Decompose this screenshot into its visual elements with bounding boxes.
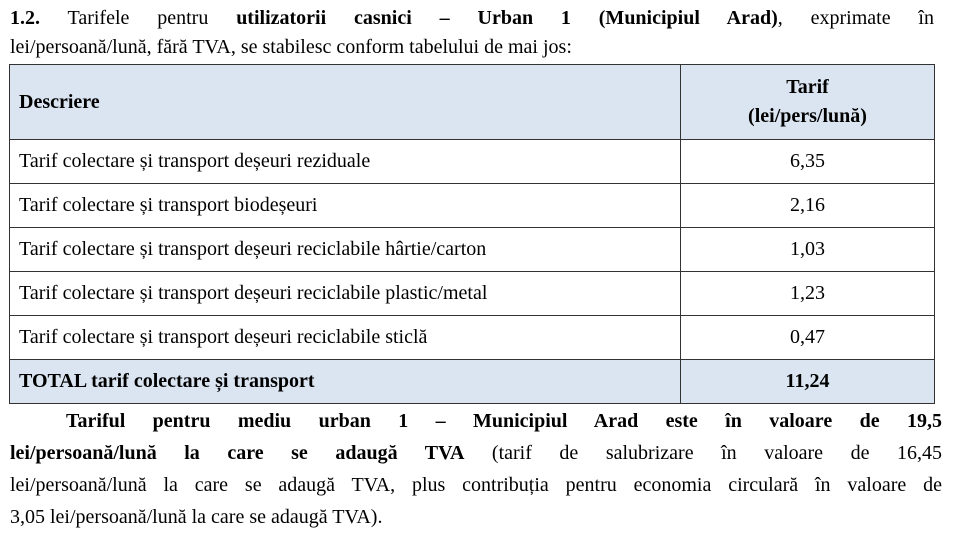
intro-text-b: , exprimate în xyxy=(777,7,934,29)
total-value: 11,24 xyxy=(681,360,935,404)
closing-line-2-rest: (tarif de salubrizare în valoare de 16,45 xyxy=(464,442,942,464)
intro-line-1 xyxy=(10,4,934,33)
row-description: Tarif colectare și transport deșeuri reciclabile hârtie/carton xyxy=(10,228,681,272)
header-tariff-line2: (lei/pers/lună) xyxy=(748,105,867,127)
tariff-table xyxy=(9,64,935,404)
intro-line-2: lei/persoană/lună, fără TVA, se stabilesc conform tabelului de mai jos: xyxy=(10,36,572,58)
row-description: Tarif colectare și transport deșeuri reciclabile sticlă xyxy=(10,316,681,360)
header-tariff-line1: Tarif xyxy=(786,76,829,98)
table-row xyxy=(10,272,935,316)
row-value: 0,47 xyxy=(681,316,935,360)
row-value: 6,35 xyxy=(681,140,935,184)
table-row xyxy=(10,316,935,360)
section-number: 1.2. xyxy=(10,7,40,29)
closing-line-4: 3,05 lei/persoană/lună la care se adaugă TVA). xyxy=(10,506,383,528)
closing-line-2 xyxy=(10,437,942,469)
row-value: 1,03 xyxy=(681,228,935,272)
intro-bold-a: utilizatorii casnici – Urban 1 (Municipiul Arad) xyxy=(236,7,778,29)
table-row xyxy=(10,228,935,272)
row-description: Tarif colectare și transport deșeuri reciclabile plastic/metal xyxy=(10,272,681,316)
closing-line-1-text: Tariful pentru mediu urban 1 – Municipiul Arad este în valoare de 19,5 xyxy=(66,410,942,432)
row-value: 2,16 xyxy=(681,184,935,228)
row-description: Tarif colectare și transport deșeuri reziduale xyxy=(10,140,681,184)
closing-line-2-bold: lei/persoană/lună la care se adaugă TVA xyxy=(10,442,465,464)
intro-paragraph xyxy=(10,4,934,62)
row-description: Tarif colectare și transport biodeșeuri xyxy=(10,184,681,228)
total-description: TOTAL tarif colectare și transport xyxy=(10,360,681,404)
table-row xyxy=(10,184,935,228)
header-tariff xyxy=(681,65,935,140)
table-total-row xyxy=(10,360,935,404)
table-row xyxy=(10,140,935,184)
closing-line-1 xyxy=(10,405,942,437)
table-header-row xyxy=(10,65,935,140)
closing-line-3: lei/persoană/lună la care se adaugă TVA, plus contribuția pentru economia circulară în valoare de xyxy=(10,474,942,496)
intro-text-a: Tarifele pentru xyxy=(40,7,237,29)
closing-paragraph xyxy=(10,405,942,533)
row-value: 1,23 xyxy=(681,272,935,316)
header-description: Descriere xyxy=(10,65,681,140)
